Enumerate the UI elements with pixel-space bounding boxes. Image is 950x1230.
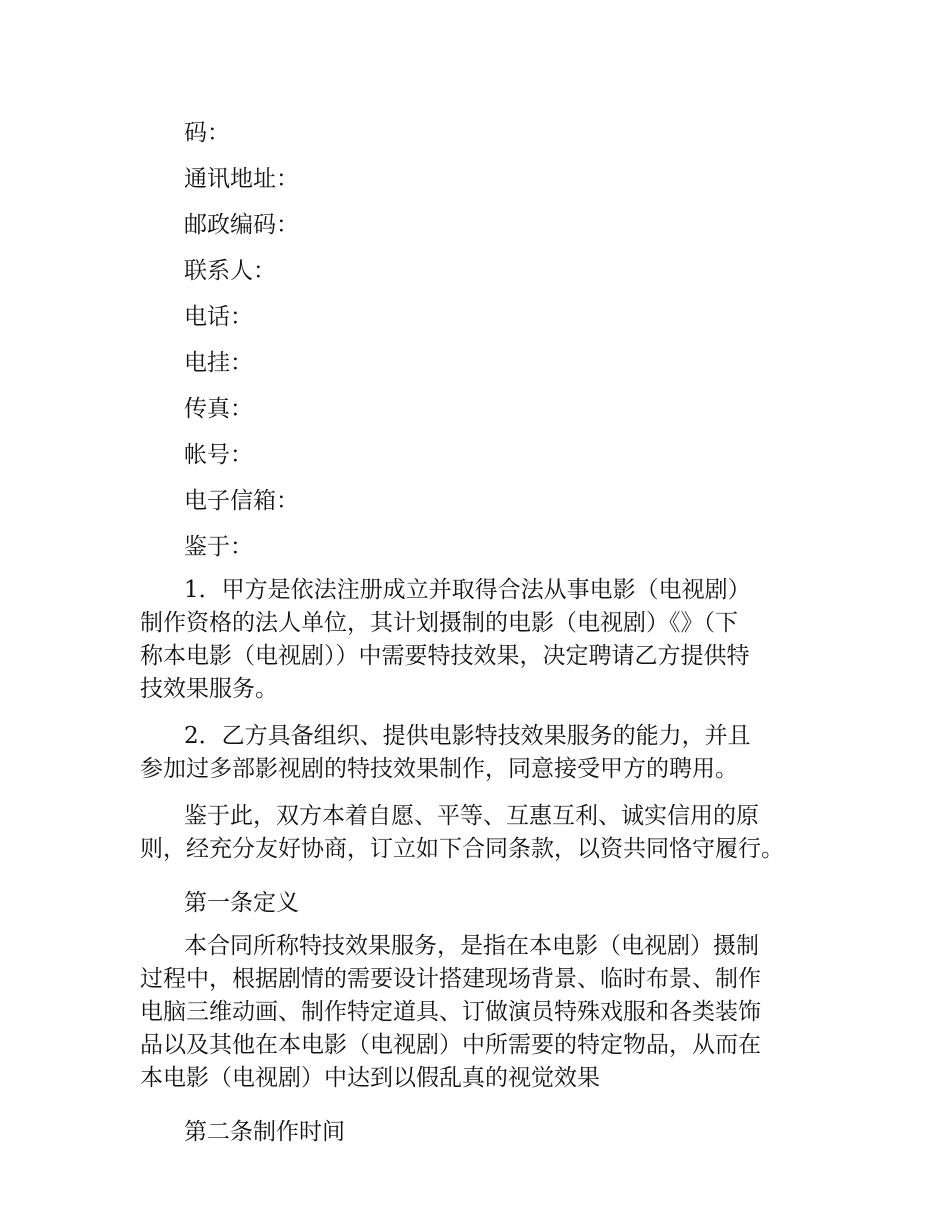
paragraph-line: 电脑三维动画、制作特定道具、订做演员特殊戏服和各类装饰 (140, 999, 761, 1025)
paragraph-line: 2．乙方具备组织、提供电影特技效果服务的能力，并且 (184, 723, 751, 749)
article-1-heading: 第一条定义 (184, 890, 299, 916)
paragraph-clause-2 (140, 720, 840, 786)
paragraph-agreement-intro (140, 800, 840, 866)
paragraph-definition (140, 930, 840, 1095)
field-contact-person: 联系人： (184, 258, 276, 284)
field-phone: 电话： (184, 304, 253, 330)
document-body (140, 110, 840, 1155)
paragraph-line: 制作资格的法人单位，其计划摄制的电影（电视剧）《》（下 (140, 610, 738, 636)
field-fax: 传真： (184, 396, 253, 422)
paragraph-line: 过程中，根据剧情的需要设计搭建现场背景、临时布景、制作 (140, 966, 761, 992)
field-email: 电子信箱： (184, 488, 299, 514)
paragraph-line: 1．甲方是依法注册成立并取得合法从事电影（电视剧） (184, 577, 751, 603)
paragraph-line: 品以及其他在本电影（电视剧）中所需要的特定物品，从而在 (140, 1032, 761, 1058)
paragraph-line: 本合同所称特技效果服务，是指在本电影（电视剧）摄制 (184, 933, 759, 959)
paragraph-line: 称本电影（电视剧））中需要特技效果，决定聘请乙方提供特 (140, 643, 750, 669)
article-2-heading: 第二条制作时间 (184, 1119, 345, 1145)
field-address: 通讯地址： (184, 166, 299, 192)
field-telegraph: 电挂： (184, 350, 253, 376)
paragraph-clause-1 (140, 574, 840, 706)
paragraph-line: 参加过多部影视剧的特技效果制作，同意接受甲方的聘用。 (140, 756, 738, 782)
paragraph-line: 本电影（电视剧）中达到以假乱真的视觉效果 (140, 1065, 600, 1091)
whereas-label: 鉴于： (184, 534, 253, 560)
field-code: 码： (184, 120, 230, 146)
paragraph-line: 则，经充分友好协商，订立如下合同条款，以资共同恪守履行。 (140, 836, 784, 862)
field-postal-code: 邮政编码： (184, 212, 299, 238)
field-account: 帐号： (184, 442, 253, 468)
paragraph-line: 技效果服务。 (140, 676, 278, 702)
paragraph-line: 鉴于此，双方本着自愿、平等、互惠互利、诚实信用的原 (184, 803, 759, 829)
